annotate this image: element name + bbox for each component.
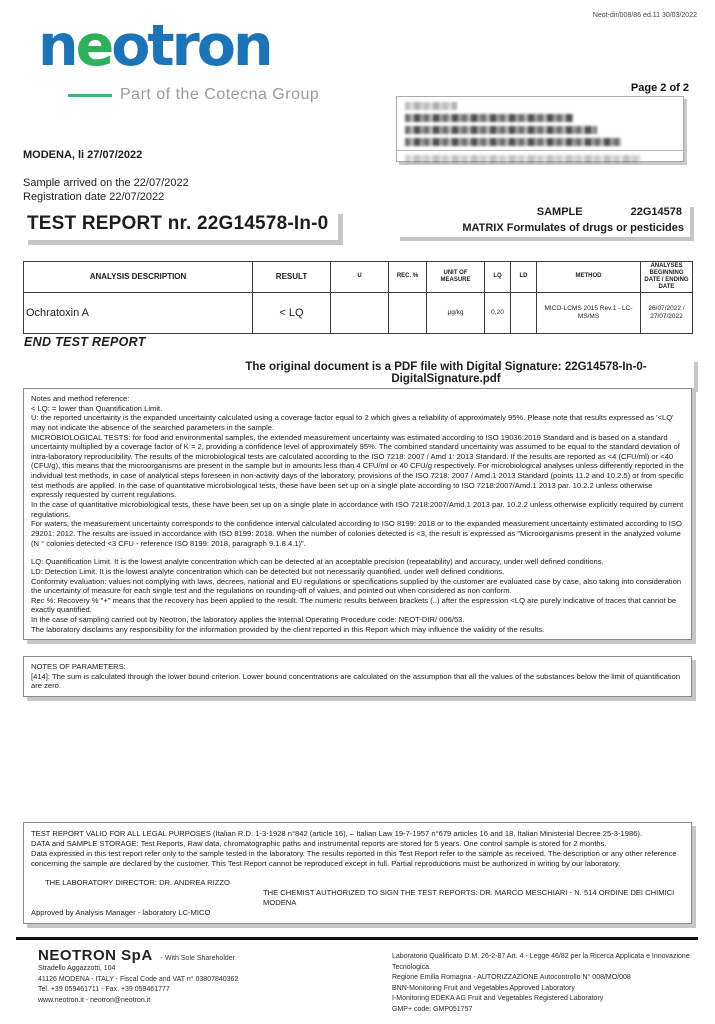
certification-line: BNN-Monitoring Fruit and Vegetables Approved Laboratory (392, 984, 575, 992)
note-line: For waters, the measurement uncertainty corresponds to the confidence interval calculated according to ISO 8199: 2018 or to the expanded measurement uncertainty estimated according to ISO 29201: 2012. The results are issued in accordance with ISO 8199: 2018. When the number of colonies detected is <3, the result is expressed as "Microorganisms present in the analyzed volume (N ° colonies detected <3 CFU - reference ISO 8199: 2018, paragraph 9.1.8.4.1)". (31, 519, 682, 548)
company-fiscal: 41126 MODENA - ITALY - Fiscal Code and VAT n° 03807840362 (38, 975, 239, 983)
sample-matrix-box (396, 203, 690, 237)
page-number: Page 2 of 2 (630, 82, 689, 94)
end-test-report-label: END TEST REPORT (24, 335, 146, 349)
cell-ld (511, 292, 537, 333)
certification-line: GMP+ code: GMP051757 (392, 1005, 473, 1013)
cell-rec (389, 292, 427, 333)
col-u: U (331, 262, 389, 293)
approved-by-line: Approved by Analysis Manager - laboratory LC-MICO (31, 908, 211, 918)
tagline-dash-icon (68, 94, 112, 97)
note-line: LQ: Quantification Limit. It is the lowest analyte concentration which can be detected at an acceptable precision (repeatability) and accuracy, under well defined conditions. (31, 557, 604, 567)
col-lq: LQ (485, 262, 511, 293)
redacted-line (405, 138, 621, 146)
city-date: MODENA, li 27/07/2022 (23, 149, 143, 161)
legal-notice-box (23, 822, 692, 924)
col-method: METHOD (537, 262, 641, 293)
note-line: Notes and method reference: (31, 394, 130, 403)
legal-line: TEST REPORT VALID FOR ALL LEGAL PURPOSES (Italian R.D. 1-3-1928 n°842 (article 16), – Italian Law 19-7-1957 n°679 articles 16 and 18, Italian Ministerial Decree 25-3-1986). (31, 829, 643, 838)
redacted-line (405, 155, 641, 163)
col-result: RESULT (253, 262, 331, 293)
company-name: NEOTRON SpA (38, 947, 153, 964)
certification-line: I-Monitoring EDEKA AG Fruit and Vegetables Registered Laboratory (392, 995, 604, 1002)
note-line: Conformity evaluation: values not complying with laws, decrees, national and EU regulations or specifications supplied by the customer are evaluated case by case, also taking into consideration the uncertainty of measure for each single test and the regulations on rounding-off of values, and pointed out when considered as non conform. (31, 576, 682, 596)
note-line: In the case of sampling carried out by Neotron, the laboratory applies the Internal Operating Procedure code: NEOT-DIR/ 006/53. (31, 615, 465, 625)
legal-line: DATA and SAMPLE STORAGE: Test Reports, Raw data, chromatographic paths and instrumental reports are stored for 5 years. One control sample is stored for 2 months. (31, 838, 607, 848)
laboratory-director-line: THE LABORATORY DIRECTOR: DR. ANDREA RIZZO (45, 878, 230, 888)
col-ld: LD (511, 262, 537, 293)
col-rec: REC. % (389, 262, 427, 293)
redacted-line (405, 114, 573, 122)
legal-line: Data expressed in this test report refer only to the sample tested in the laboratory. The results reported in this Test Report refer to the sample as received. The description or any other reference concerning the sample are declared by the customer. This Test Report cannot be reproduced except in full. Partial reproductions must be authorized in writing by our laboratory. (31, 848, 677, 868)
neotron-logo (38, 13, 271, 79)
company-web-email: www.neotron.it - neotron@neotron.it (38, 996, 151, 1004)
notes-and-method-box (23, 388, 692, 640)
shareholder-note: - With Sole Shareholder (160, 955, 235, 962)
authorized-chemist-line: THE CHEMIST AUTHORIZED TO SIGN THE TEST REPORTS: DR. MARCO MESCHIARI - N. 514 ORDINE DEI CHIMICI MODENA (263, 888, 675, 908)
company-address: Stradello Aggazzotti, 104 (38, 965, 116, 972)
footer-company-block (38, 947, 368, 1006)
note-line (31, 548, 684, 557)
cell-analysis: Ochratoxin A (24, 292, 253, 333)
note-line: LD: Detection Limit. It is the lowest analyte concentration which can be detected but not necessarily quantified, under well defined conditions. (31, 566, 505, 576)
footer-divider (16, 937, 698, 940)
table-header-row (24, 262, 693, 293)
sample-label: SAMPLE (536, 206, 583, 218)
cell-result: < LQ (253, 292, 331, 333)
logo-e-green: e (75, 13, 112, 79)
col-analysis-description: ANALYSIS DESCRIPTION (24, 262, 253, 293)
note-line: The laboratory disclaims any responsibility for the information provided by the client reported in this Report which may influence the validity of the results. (31, 624, 545, 634)
footer-certifications-block (392, 952, 702, 1015)
redacted-line (405, 102, 457, 110)
certification-line: Regione Emilia Romagna - AUTORIZZAZIONE Autocontrollo N° 008/MO/008 (392, 974, 631, 981)
sample-number: 22G14578 (630, 206, 682, 218)
redacted-address-block (396, 96, 684, 162)
notes-of-parameters-box (23, 656, 692, 697)
table-row (24, 292, 693, 333)
cell-dates: 26/07/2022 / 27/07/2022 (641, 292, 693, 333)
col-unit: UNIT OF MEASURE (427, 262, 485, 293)
note-line: In the case of quantitative microbiological tests, these have been set up on a single plate in accordance with ISO 7218:2007/Amd.1 2013 par. 10.2.2 unless otherwise explicitly required by current regulations. (31, 500, 684, 519)
company-phone: Tel. +39 059461711 - Fax. +39 059461777 (38, 986, 170, 993)
parameters-title: NOTES OF PARAMETERS: (31, 662, 126, 671)
parameters-body: [414]: The sum is calculated through the lower bound criterion. Lower bound concentrations are calculated on the assumption that all the values of the substances below the limit of quantification are zero. (31, 671, 681, 691)
sample-arrival-date: Sample arrived on the 22/07/2022 (23, 177, 189, 189)
logo-rest: otron (111, 13, 271, 79)
cell-lq: 0,20 (485, 292, 511, 333)
col-dates: ANALYSES BEGINNING DATE / ENDING DATE (641, 262, 693, 293)
cell-method: MICO-LCMS 2015 Rev.1 - LC-MS/MS (537, 292, 641, 333)
note-line: < LQ: = lower than Quantification Limit. (31, 403, 163, 413)
document-reference: Neot-dir/008/86 ed.11 30/03/2022 (592, 12, 697, 19)
results-table (23, 261, 693, 334)
matrix-line: MATRIX Formulates of drugs or pesticides (462, 222, 684, 234)
logo-tagline (68, 86, 319, 104)
address-divider (397, 150, 683, 151)
digital-signature-note: The original document is a PDF file with Digital Signature: 22G14578-In-0-DigitalSignature.pdf (198, 358, 694, 388)
cell-u (331, 292, 389, 333)
certification-line: Laboratorio Qualificato D.M. 26-2-87 Art. 4 - Legge 46/82 per la Ricerca Applicata e Innovazione Tecnologica. (392, 953, 690, 971)
logo-n: n (38, 13, 76, 79)
cell-unit: µg/kg (427, 292, 485, 333)
report-title: TEST REPORT nr. 22G14578-In-0 (23, 209, 338, 240)
note-line: MICROBIOLOGICAL TESTS: for food and environmental samples, the extended measurement uncertainty was estimated according to ISO 19036:2019 Standard and is based on a standard uncertainty multiplied by a coverage factor of K = 2, providing a confidence level of approximately 95%. The combined standard uncertainty was assumed to be equal to the standard deviation of intra-laboratory reproducibility. The results of the microbiological tests are calculated according to the ISO 7218: 2007 / Amd 1: 2013 Standard. If the results are reported as <4 (CFU/ml) or <40 (CFU/g), this means that the microorganisms are present in the sample but in amounts less than 4 CFU/ml or 40 CFU/g respectively. For microbiological analyses unless differently reported in the individual test methods, in case of analytical steps foreseen in non-activity days of the laboratory, provisions of the ISO 7218: 2007 / Amd.1 2013 Standard (points 11.2 and 10.2.5) or from specific test methods are applied. In the case of quantitative microbiological tests, these have been set up on a single plate according to ISO 7218:2007/Amd.1 2013 par. 10.2.2 unless otherwise expressly requested by current regulations. (31, 432, 684, 500)
registration-date: Registration date 22/07/2022 (23, 191, 165, 203)
note-line: U: the reported uncertainty is the expanded uncertainty calculated using a coverage factor equal to 2 which gives a reliability of approximately 95%. Please note that results expressed as '<LQ' may not indicate the absence of the searched parameters in the sample. (31, 413, 674, 432)
tagline-text: Part of the Cotecna Group (120, 86, 320, 103)
redacted-line (405, 126, 597, 134)
note-line: Rec %: Recovery % "+" means that the recovery has been applied to the result. The numeric results between brackets (..) after the espression <LQ are purely indicative of traces that cannot be exactly quantified. (31, 595, 677, 615)
